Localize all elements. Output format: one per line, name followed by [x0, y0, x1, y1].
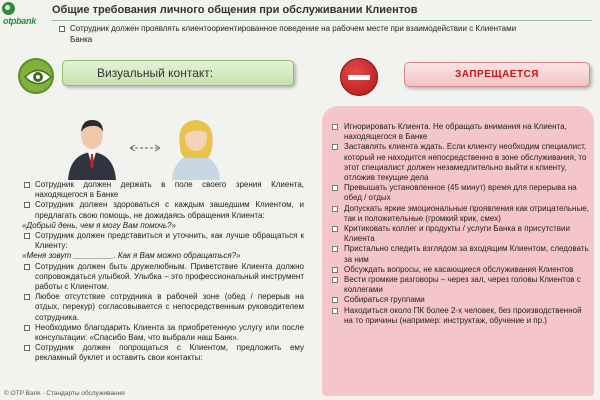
- list-item: Пристально следить взглядом за входящим Клиентом, следовать за ним: [330, 244, 590, 264]
- list-item: Любое отсутствие сотрудника в рабочей зоне (обед / перерыв на отдых, перекур) согласовывается с непосредственным руководителем сотрудника.: [22, 292, 304, 323]
- list-item: Обсуждать вопросы, не касающиеся обслуживания Клиентов: [330, 265, 590, 275]
- list-item: Заставлять клиента ждать. Если клиенту необходим специалист, который не находится непосредственно в зоне обслуживания, то этот специалист должен незамедлительно выйти к клиенту, отложив текущие дела: [330, 142, 590, 183]
- visual-contact-title: Визуальный контакт:: [97, 66, 214, 80]
- logo-mark-icon: [2, 2, 15, 15]
- intro-label: Сотрудник должен проявлять клиентоориентированное поведение на рабочем месте при взаимодействии с Клиентами Банка: [70, 24, 517, 44]
- intro-text: [70, 24, 540, 45]
- forbidden-header: [404, 62, 590, 87]
- stop-sign-icon: [340, 58, 378, 96]
- checkbox-bullet-icon: [332, 226, 338, 232]
- list-item: Сотрудник должен представиться и уточнить, как лучше обращаться к Клиенту:: [22, 231, 304, 251]
- people-illustration: [60, 108, 230, 180]
- checkbox-bullet-icon: [24, 182, 30, 188]
- list-item: Критиковать коллег и продукты / услуги Банка в присутствии Клиента: [330, 224, 590, 244]
- checkbox-bullet-icon: [332, 246, 338, 252]
- list-item: Вести громкие разговоры – через зал, через головы Клиентов с коллегами: [330, 275, 590, 295]
- list-item: Сотрудник должен попрощаться с Клиентом, предложить ему рекламный буклет и оставить свои контакты:: [22, 343, 304, 363]
- forbidden-list: [330, 122, 590, 326]
- checkbox-bullet-icon: [332, 308, 338, 314]
- checkbox-bullet-icon: [24, 264, 30, 270]
- quote-text: «Меня зовут _________. Как я Вам можно обращаться?»: [22, 251, 241, 261]
- checkbox-bullet-icon: [332, 144, 338, 150]
- checkbox-bullet-icon: [24, 345, 30, 351]
- checkbox-bullet-icon: [332, 206, 338, 212]
- page-title: Общие требования личного общения при обслуживании Клиентов: [52, 4, 418, 16]
- list-item: Необходимо благодарить Клиента за приобретенную услугу или после консультации: «Спасибо Вам, что выбрали наш Банк».: [22, 323, 304, 343]
- list-item: Сотрудник должен здороваться с каждым зашедшим Клиентом, и предлагать свою помощь, не дожидаясь обращения Клиента:: [22, 200, 304, 220]
- checkbox-bullet-icon: [24, 325, 30, 331]
- list-item: Собираться группами: [330, 295, 590, 305]
- quote-text: «Добрый день, чем я могу Вам помочь?»: [22, 220, 176, 230]
- list-item: Игнорировать Клиента. Не обращать внимания на Клиента, находящегося в Банке: [330, 122, 590, 142]
- list-item: Допускать яркие эмоциональные проявления как отрицательные, так и положительные (громкий крик, смех): [330, 204, 590, 224]
- eye-icon: [18, 58, 54, 94]
- checkbox-bullet-icon: [24, 202, 30, 208]
- checkbox-bullet-icon: [24, 294, 30, 300]
- checkbox-bullet-icon: [332, 277, 338, 283]
- footer-text: © OTP Bank · Стандарты обслуживания: [4, 390, 125, 397]
- list-item: Сотрудник должен держать в поле своего зрения Клиента, находящегося в Банке: [22, 180, 304, 200]
- checkbox-bullet-icon: [332, 124, 338, 130]
- checkbox-bullet-icon: [332, 267, 338, 273]
- title-divider: [52, 20, 592, 21]
- logo-text: otpbank: [3, 16, 36, 26]
- visual-contact-header: [62, 60, 294, 86]
- otpbank-logo: [2, 2, 46, 44]
- forbidden-title: ЗАПРЕЩАЕТСЯ: [455, 69, 539, 80]
- list-item: Превышать установленное (45 минут) время для перерыва на обед / отдых: [330, 183, 590, 203]
- checkbox-bullet-icon: [332, 297, 338, 303]
- list-item: Находиться около ПК более 2-х человек, без производственной на то причины (например: инструктаж, обучение и пр.): [330, 306, 590, 326]
- checkbox-bullet-icon: [332, 185, 338, 191]
- people-illustration-svg: [60, 108, 230, 180]
- checkbox-bullet-icon: [24, 233, 30, 239]
- list-item: Сотрудник должен быть дружелюбным. Приветствие Клиента должно сопровождаться улыбкой. Улыбка – это профессиональный инструмент работы с Клиентом.: [22, 262, 304, 293]
- visual-contact-list: [22, 180, 304, 364]
- checkbox-bullet-icon: [59, 26, 65, 32]
